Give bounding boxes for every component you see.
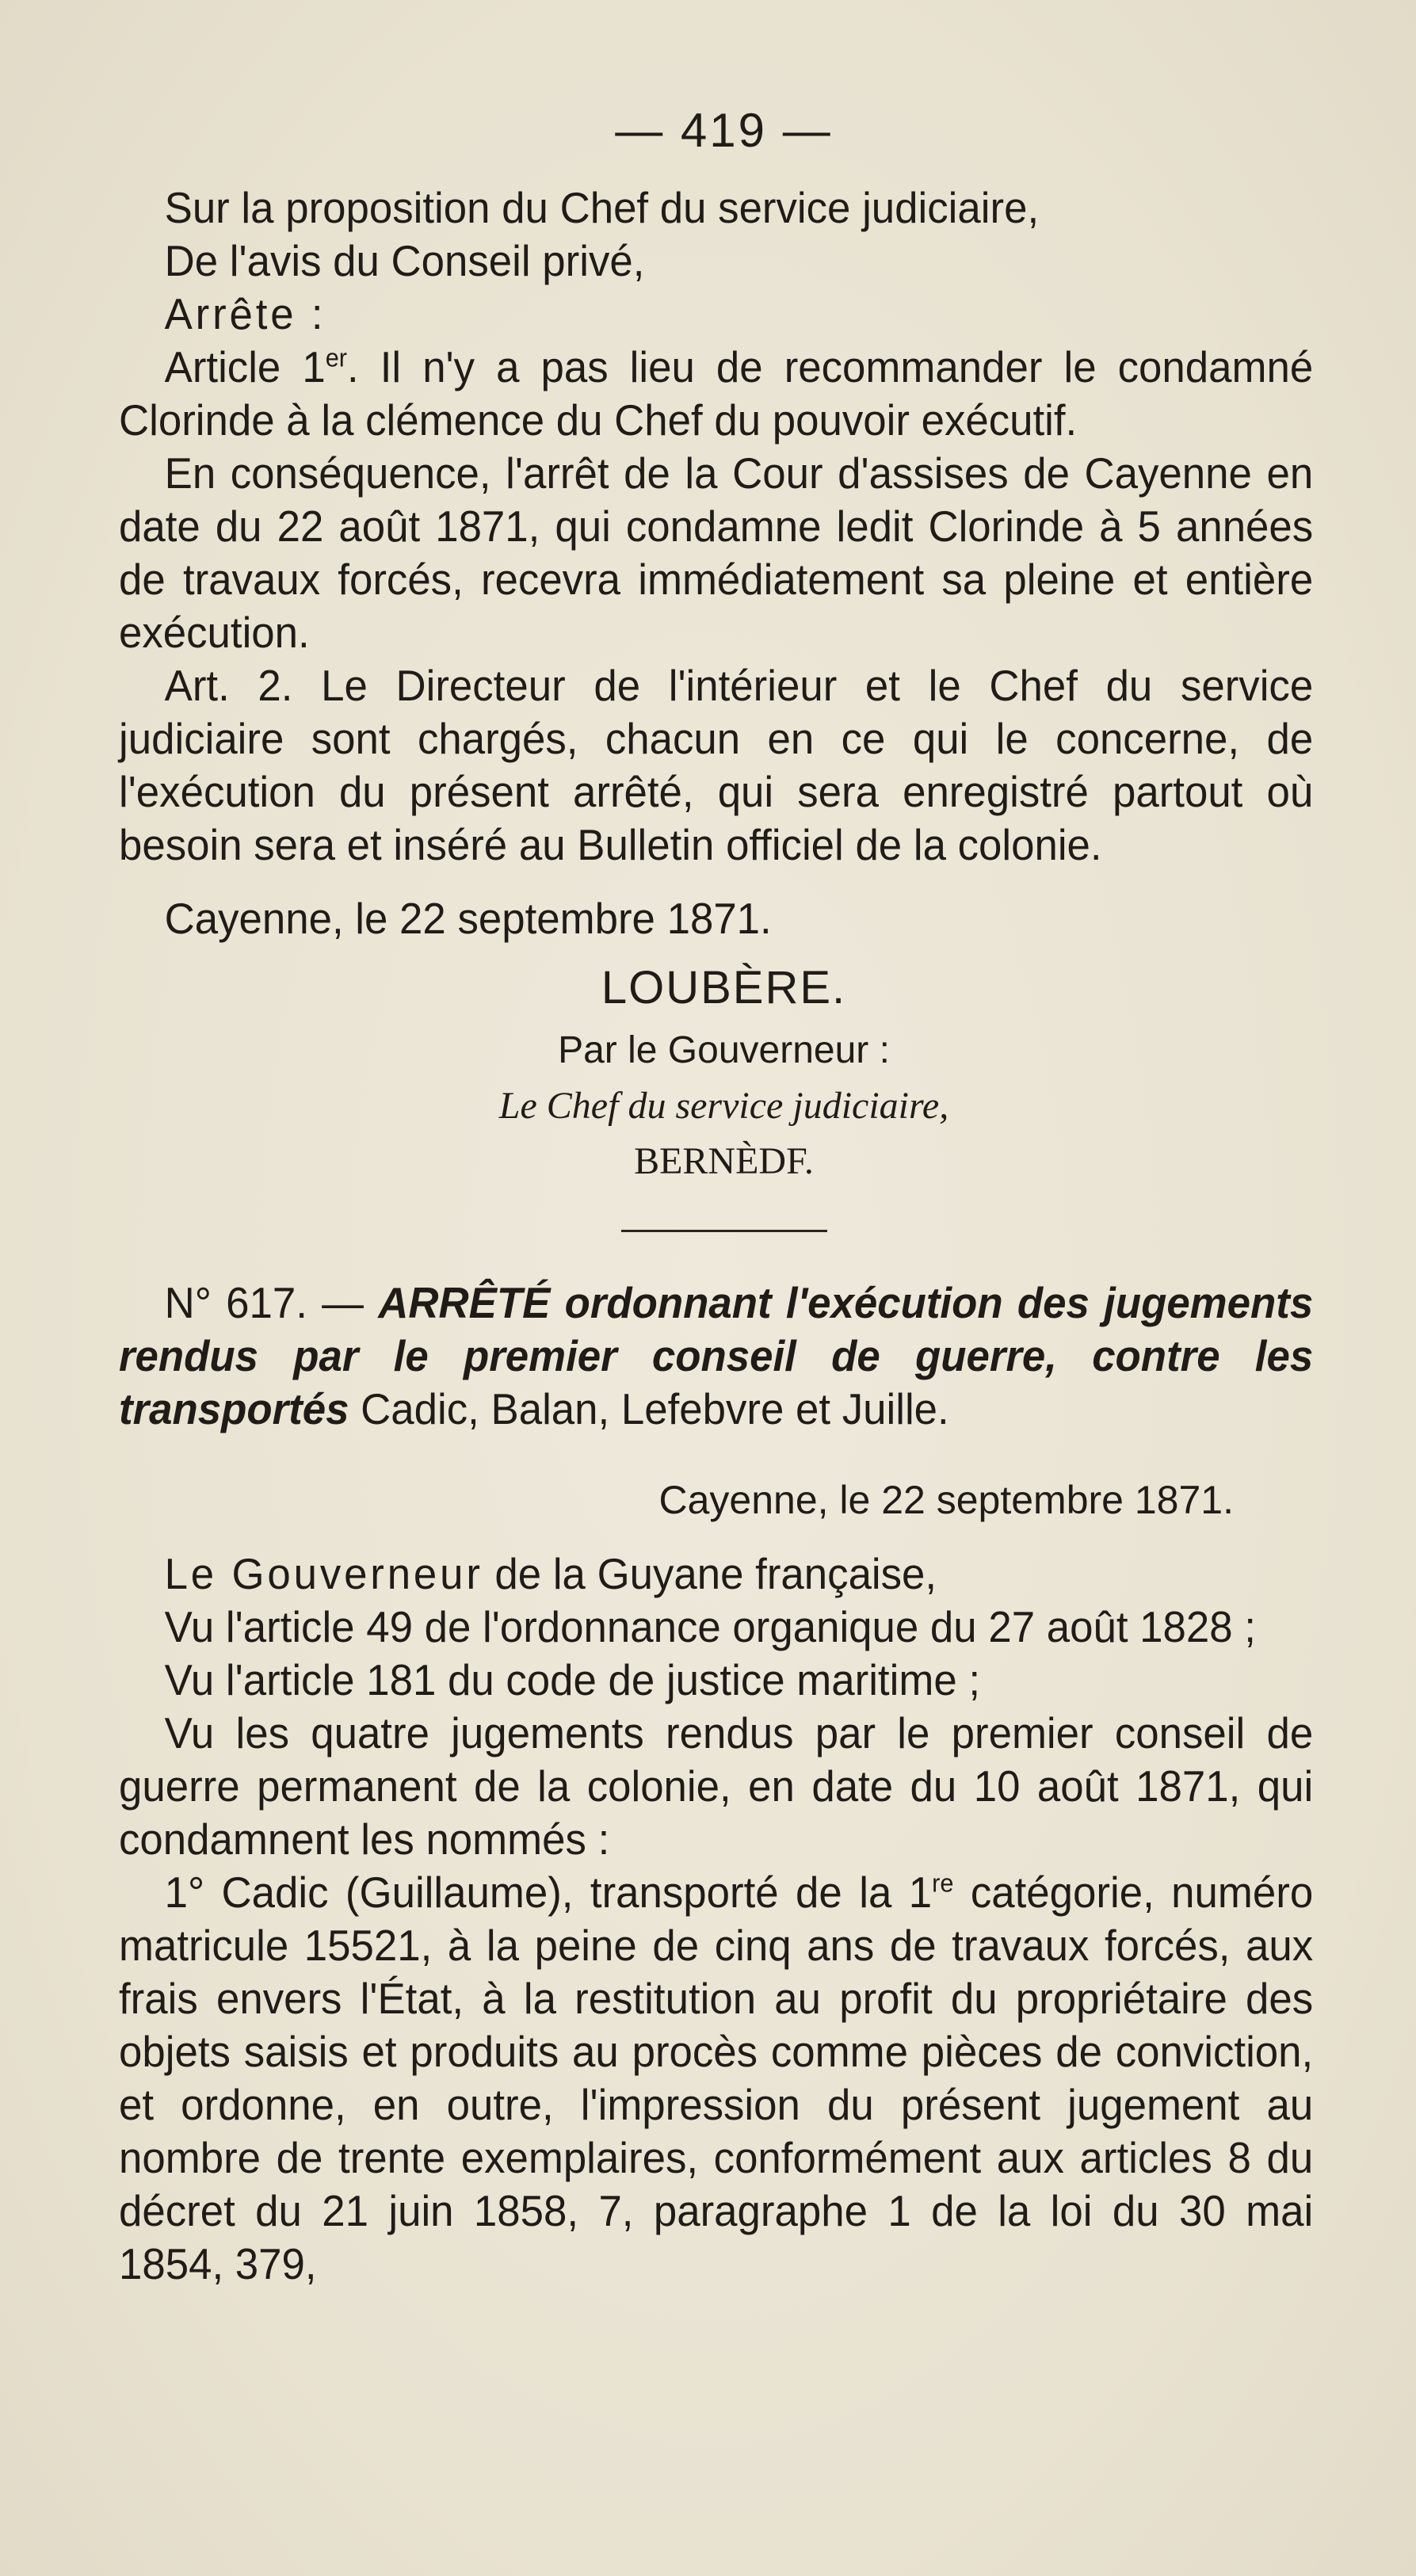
item-1-sup: re — [932, 1868, 954, 1898]
item-1-text: catégorie, numéro matricule 15521, à la peine de cinq ans de travaux forcés, aux frais envers l'État, à la restitution au profit du propriétaire des objets saisis et produits au procès comme pièces de conviction, et ordonne, en outre, l'impression du présent jugement au nombre de trente exemplaires, conformément aux articles 8 du décret du 21 juin 1858, 7, paragraphe 1 de la loi du 30 mai 1854, 379, — [119, 1868, 1314, 2288]
vu-2: Vu l'article 181 du code de justice maritime ; — [164, 1655, 981, 1704]
article-1-text: . Il n'y a pas lieu de recommander le condamné Clorinde à la clémence du Chef du pouvoir exécutif. — [119, 342, 1314, 445]
item-1-prefix: 1° Cadic (Guillaume), transporté de la 1 — [164, 1868, 933, 1917]
avis-line: De l'avis du Conseil privé, — [164, 236, 645, 285]
vu-3: Vu les quatre jugements rendus par le premier conseil de guerre permanent de la colonie, en date du 10 août 1871, qui condamnent les nommés : — [119, 1708, 1314, 1864]
page-number: — 419 — — [615, 104, 833, 157]
item-1 — [119, 1866, 1313, 2291]
article-1-sup: er — [325, 343, 348, 372]
date-place: Cayenne, le 22 septembre 1871. — [164, 894, 772, 943]
gouverneur-label: Le Gouverneur — [164, 1549, 483, 1598]
gouverneur-rest: de la Guyane française, — [494, 1549, 937, 1598]
par-le-gouverneur: Par le Gouverneur : — [558, 1029, 890, 1071]
chef-title: Le Chef du service judiciaire, — [498, 1085, 949, 1127]
signature-name: LOUBÈRE. — [601, 962, 847, 1013]
consequence-paragraph: En conséquence, l'arrêt de la Cour d'assises de Cayenne en date du 22 août 1871, qui condamne ledit Clorinde à 5 années de travaux forcés, recevra immédiatement sa pleine et entière exécution. — [119, 448, 1314, 657]
article-2: Art. 2. Le Directeur de l'intérieur et le Chef du service judiciaire sont chargés, chacun en ce qui le concerne, de l'exécution du présent arrêté, qui sera enregistré partout où besoin sera et inséré au Bulletin officiel de la colonie. — [119, 661, 1314, 869]
decree-title-names: Cadic, Balan, Lefebvre et Juille. — [361, 1384, 949, 1433]
chef-name: BERNÈDF. — [634, 1140, 814, 1182]
decree-dateline: Cayenne, le 22 septembre 1871. — [658, 1478, 1234, 1522]
section-divider — [621, 1230, 827, 1232]
decree-title-text: ordonnant l'exécution des jugements rendus par le premier conseil de guerre, contre les transportés — [119, 1278, 1314, 1433]
article-1 — [119, 341, 1313, 447]
proposition-line: Sur la proposition du Chef du service judiciaire, — [164, 183, 1040, 232]
vu-1: Vu l'article 49 de l'ordonnance organique du 27 août 1828 ; — [164, 1602, 1256, 1651]
gouverneur-line — [119, 1548, 1313, 1601]
article-1-prefix: Article 1 — [164, 342, 326, 391]
decree-number: N° 617. — — [164, 1278, 364, 1327]
decree-arrete-word: ARRÊTÉ — [378, 1278, 551, 1327]
decree-title — [119, 1277, 1313, 1436]
arrete-label: Arrête : — [164, 289, 326, 338]
